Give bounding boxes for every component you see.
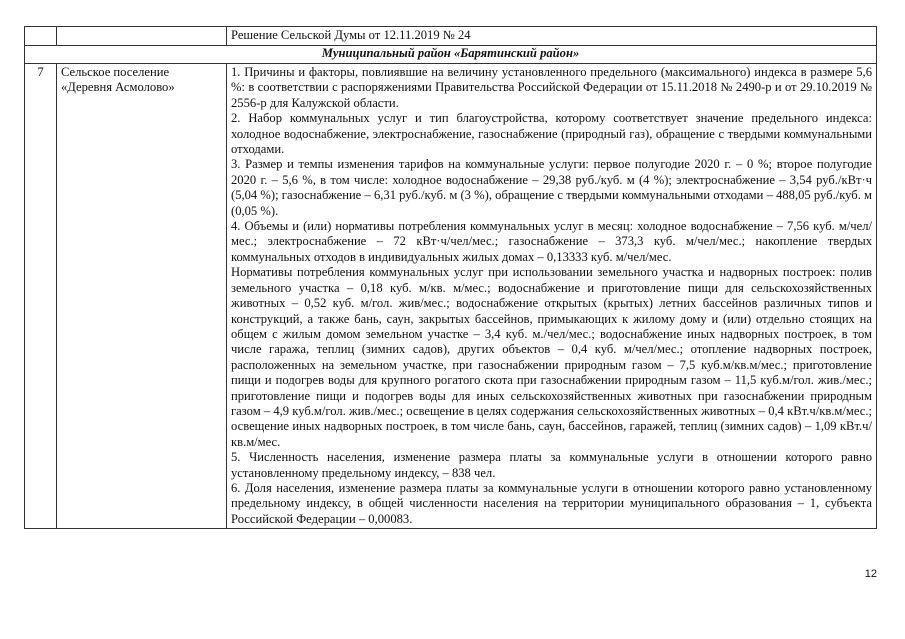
settlement-name-line2: «Деревня Асмолово»: [61, 80, 175, 95]
table-row: [25, 64, 877, 529]
row-number: 7: [25, 64, 57, 529]
tariff-table: [24, 26, 877, 529]
district-row: [25, 46, 877, 64]
settlement-name: [57, 64, 227, 529]
paragraph-1-causes: 1. Причины и факторы, повлиявшие на величину установленного предельного (максимального) индекса в размере 5,6 %: в соответствии с распоряжениями Правительства Российской Федерации от 15.11.2018 № 2490-р и от 29.10.2019 № 2556-р для Калужской области.: [231, 65, 872, 110]
table-header-row: [25, 27, 877, 46]
district-title: Муниципальный район «Барятинский район»: [25, 46, 877, 64]
decision-title: Решение Сельской Думы от 12.11.2019 № 24: [227, 27, 877, 46]
paragraph-6-share: 6. Доля населения, изменение размера платы за коммунальные услуги в отношении которого равно установленному предельному индексу, в общей численности населения на территории муниципального образования – 1, субъекта Российской Федерации – 0,00083.: [231, 480, 872, 526]
description-cell: [227, 64, 877, 529]
header-name-cell: [57, 27, 227, 46]
paragraph-2-services: 2. Набор коммунальных услуг и тип благоустройства, которому соответствует значение предельного индекса: холодное водоснабжение, электроснабжение, газоснабжение (природный газ), обращение с твердыми коммунальными отходами.: [231, 111, 872, 157]
settlement-name-line1: Сельское поселение: [61, 65, 170, 79]
page-number: 12: [864, 568, 877, 580]
paragraph-norms: Нормативы потребления коммунальных услуг при использовании земельного участка и надворных построек: полив земельного участка – 0,18 куб. м/кв. м/мес.; водоснабжение и приготовление пищи для сельскохозяйственных животных – 0,52 куб. м/гол. жив/мес.; водоснабжение открытых (крытых) летних бассейнов различных типов и конструкций, а также бань, саун, закрытых бассейнов, примыкающих к жилому дому и (или) отдельно стоящих на общем с жилым домом земельном участке – 3,4 куб. м./чел/мес.; водоснабжение иных надворных построек, в том числе гаража, теплиц (зимних садов), других объектов – 0,4 куб. м/чел/мес.; отопление надворных построек, расположенных на земельном участке, при газоснабжении природным газом – 7,5 куб.м/кв.м/мес.; приготовление пищи и подогрев воды для крупного рогатого скота при газоснабжении природным газом – 11,5 куб.м/гол. жив./мес.; приготовление пищи и подогрев воды для иных сельскохозяйственных животных при газоснабжении природным газом – 4,9 куб.м/гол. жив./мес.; освещение в целях содержания сельскохозяйственных животных – 0,4 кВт.ч/кв.м/мес.; освещение иных надворных построек, в том числе бань, саун, бассейнов, гаражей, теплиц (зимних садов) – 1,09 кВт.ч/кв.м/мес.: [231, 265, 872, 449]
paragraph-3-tariffs: 3. Размер и темпы изменения тарифов на коммунальные услуги: первое полугодие 2020 г. – 0 %; второе полугодие 2020 г. – 5,6 %, в том числе: холодное водоснабжение – 29,38 руб./куб. м (4 %); электроснабжение – 3,54 руб./кВт·ч (5,04 %); газоснабжение – 6,31 руб./куб. м (3 %), обращение с твердыми коммунальными отходами – 488,05 руб./куб. м (0,05 %).: [231, 157, 872, 218]
paragraph-5-population: 5. Численность населения, изменение размера платы за коммунальные услуги в отношении которого равно установленному предельному индексу, – 838 чел.: [231, 450, 872, 480]
header-num-cell: [25, 27, 57, 46]
paragraph-4-volumes: 4. Объемы и (или) нормативы потребления коммунальных услуг в месяц: холодное водоснабжение – 7,56 куб. м/чел/мес.; электроснабжение – 72 кВт·ч/чел/мес.; газоснабжение – 373,3 куб. м/чел/мес.; накопление твердых коммунальных отходов в индивидуальных жилых домах – 0,13333 куб. м/чел/мес.: [231, 219, 872, 264]
